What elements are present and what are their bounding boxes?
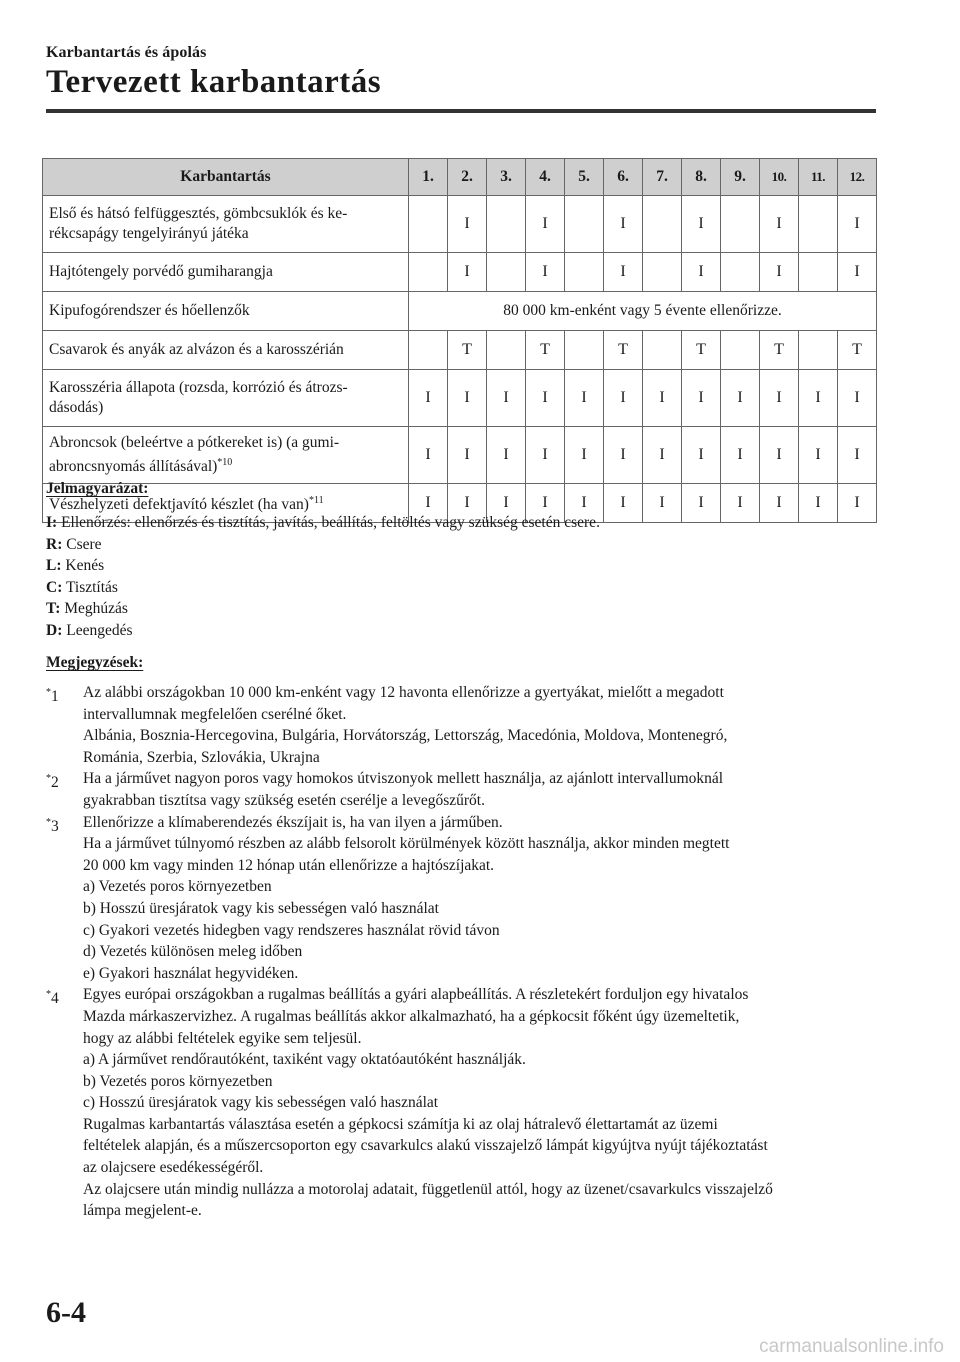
table-cell: T — [838, 331, 877, 370]
table-cell — [799, 331, 838, 370]
table-cell — [721, 331, 760, 370]
legend-item — [46, 534, 600, 556]
legend-item — [46, 512, 600, 534]
note-number: 3 — [51, 817, 59, 835]
note-marker — [46, 984, 83, 1222]
column-header-interval: 4. — [526, 159, 565, 196]
column-header-interval: 6. — [604, 159, 643, 196]
table-row — [43, 196, 877, 253]
table-header-row — [43, 159, 877, 196]
table-cell: I — [682, 427, 721, 484]
note-star: * — [46, 989, 51, 1001]
legend-text: Kenés — [65, 557, 105, 574]
legend-text: Csere — [66, 535, 102, 553]
row-item-label — [43, 253, 409, 292]
table-cell: I — [760, 196, 799, 253]
table-cell: I — [682, 484, 721, 523]
row-item-text-line1: Abroncsok (beleértve a pótkereket is) (a gumi- — [49, 433, 340, 451]
column-header-interval: 12. — [838, 159, 877, 196]
note-body — [83, 768, 723, 811]
table-cell — [565, 196, 604, 253]
column-header-interval: 1. — [409, 159, 448, 196]
title-rule — [46, 109, 876, 113]
legend-item — [46, 577, 600, 599]
row-item-text-line1: Csavarok és anyák az alvázon és a karosszérián — [49, 341, 344, 358]
legend-key: C: — [46, 578, 63, 596]
table-cell: I — [448, 427, 487, 484]
legend-text: Meghúzás — [64, 600, 128, 617]
maintenance-table — [42, 158, 877, 523]
table-cell — [487, 196, 526, 253]
table-cell: I — [643, 427, 682, 484]
table-cell: I — [448, 196, 487, 253]
note-number: 4 — [51, 990, 59, 1008]
row-span-cell: 80 000 km-enként vagy 5 évente ellenőrizze. — [409, 292, 877, 331]
table-cell: I — [760, 484, 799, 523]
table-cell: I — [682, 196, 721, 253]
table-cell — [409, 196, 448, 253]
table-row — [43, 427, 877, 484]
note-item — [46, 768, 886, 811]
note-marker — [46, 682, 83, 768]
table-row — [43, 253, 877, 292]
row-item-text-line1: Karosszéria állapota (rozsda, korrózió és átrozs- — [49, 379, 348, 396]
table-cell — [487, 253, 526, 292]
table-cell — [643, 331, 682, 370]
table-cell: I — [604, 484, 643, 523]
note-line: az olajcsere esedékességéről. — [83, 1159, 264, 1177]
section-label: Karbantartás és ápolás — [46, 44, 207, 61]
row-item-text-line2: dásodás) — [49, 399, 104, 416]
note-line: gyakrabban tisztítsa vagy szükség esetén cserélje a levegőszűrőt. — [83, 791, 485, 809]
table-cell: I — [487, 484, 526, 523]
table-cell: I — [838, 370, 877, 427]
table-cell: I — [838, 196, 877, 253]
legend-item — [46, 598, 600, 620]
table-cell — [409, 331, 448, 370]
legend-key: T: — [46, 600, 61, 617]
row-item-label — [43, 292, 409, 331]
note-marker — [46, 768, 83, 811]
legend-list — [46, 512, 600, 641]
note-star: * — [46, 773, 51, 785]
note-item — [46, 682, 886, 768]
table-row — [43, 292, 877, 331]
table-cell: I — [526, 427, 565, 484]
table-cell: I — [721, 484, 760, 523]
note-line: Mazda márkaszervizhez. A rugalmas beállítás akkor alkalmazható, ha a gépkocsit főként úgy üzemeltetik, — [83, 1007, 740, 1025]
table-cell — [643, 253, 682, 292]
note-line: d) Vezetés különösen meleg időben — [83, 943, 303, 961]
legend-key: L: — [46, 557, 62, 574]
table-cell: I — [526, 196, 565, 253]
table-cell — [721, 196, 760, 253]
table-cell: I — [682, 370, 721, 427]
legend-key: D: — [46, 621, 63, 639]
note-line: a) A járművet rendőrautóként, taxiként vagy oktatóautóként használják. — [83, 1051, 526, 1069]
table-cell: I — [565, 427, 604, 484]
column-header-interval: 3. — [487, 159, 526, 196]
table-row — [43, 370, 877, 427]
table-cell: I — [604, 427, 643, 484]
table-cell: I — [721, 370, 760, 427]
page-number: 6-4 — [46, 1296, 86, 1329]
note-line: Ha a járművet túlnyomó részben az alább felsorolt körülmények között használja, akkor minden megtett — [83, 835, 730, 853]
table-cell: I — [838, 427, 877, 484]
table-cell: I — [448, 484, 487, 523]
table-cell: I — [643, 370, 682, 427]
row-item-label — [43, 331, 409, 370]
table-cell — [721, 253, 760, 292]
note-star: * — [46, 687, 51, 698]
column-header-interval: 7. — [643, 159, 682, 196]
note-line: Egyes európai országokban a rugalmas beállítás a gyári alapbeállítás. A részletekért forduljon egy hivatalos — [83, 986, 749, 1004]
note-line: Ellenőrizze a klímaberendezés ékszíjait is, ha van ilyen a járműben. — [83, 813, 503, 831]
note-body — [83, 984, 773, 1222]
row-item-text-line2: rékcsapágy tengelyirányú játéka — [49, 225, 249, 242]
note-line: Albánia, Bosznia-Hercegovina, Bulgária, Horvátország, Lettország, Macedónia, Moldova, Montenegró, — [83, 727, 728, 745]
table-cell: I — [799, 370, 838, 427]
note-line: hogy az alábbi feltételek egyike sem teljesül. — [83, 1029, 362, 1047]
table-cell: T — [682, 331, 721, 370]
table-cell: I — [760, 253, 799, 292]
table-cell: I — [682, 253, 721, 292]
legend-text: Leengedés — [66, 621, 133, 639]
note-line: lámpa megjelent-e. — [83, 1202, 202, 1220]
note-marker — [46, 812, 83, 985]
table-cell: I — [721, 427, 760, 484]
legend-key: I: — [46, 514, 58, 531]
row-item-label — [43, 427, 409, 484]
table-cell: I — [604, 253, 643, 292]
table-cell: I — [409, 484, 448, 523]
watermark: carmanualsonline.info — [759, 1336, 944, 1357]
legend-item — [46, 555, 600, 577]
footnote-ref: *11 — [308, 494, 324, 506]
legend-text: Ellenőrzés: ellenőrzés és tisztítás, javítás, beállítás, feltöltés vagy szükség esetén csere. — [61, 514, 600, 531]
column-header-interval: 9. — [721, 159, 760, 196]
table-cell: I — [760, 427, 799, 484]
legend-item — [46, 620, 600, 642]
row-item-text-line2: abroncsnyomás állításával) — [49, 458, 218, 476]
note-line: Rugalmas karbantartás választása esetén a gépkocsi számítja ki az olaj hátralevő élettartamát az üzemi — [83, 1115, 718, 1133]
note-line: intervallumnak megfelelően cserélné őket. — [83, 705, 347, 723]
column-header-interval: 8. — [682, 159, 721, 196]
table-cell — [643, 196, 682, 253]
table-cell: T — [760, 331, 799, 370]
column-header-maintenance: Karbantartás — [43, 159, 409, 196]
table-cell: I — [526, 253, 565, 292]
table-cell: I — [487, 370, 526, 427]
table-cell: I — [838, 484, 877, 523]
column-header-interval: 2. — [448, 159, 487, 196]
legend-text: Tisztítás — [65, 578, 118, 596]
table-cell: I — [487, 427, 526, 484]
table-cell: I — [565, 484, 604, 523]
notes-heading: Megjegyzések: — [46, 654, 144, 671]
table-cell: I — [448, 370, 487, 427]
table-cell: I — [409, 427, 448, 484]
table-cell — [799, 253, 838, 292]
note-body — [83, 682, 727, 768]
note-item — [46, 984, 886, 1222]
table-cell: T — [448, 331, 487, 370]
footnote-ref: *10 — [217, 456, 233, 468]
row-item-text-line1: Kipufogórendszer és hőellenzők — [49, 302, 250, 319]
legend-key: R: — [46, 535, 63, 553]
row-item-text-line1: Első és hátsó felfüggesztés, gömbcsuklók és ke- — [49, 205, 348, 222]
legend-heading: Jelmagyarázat: — [46, 480, 149, 497]
page-title: Tervezett karbantartás — [46, 64, 382, 100]
note-line: b) Hosszú üresjáratok vagy kis sebességen való használat — [83, 899, 439, 917]
table-cell: I — [838, 253, 877, 292]
row-item-text-line1: Vészhelyzeti defektjavító készlet (ha van) — [49, 496, 309, 514]
note-line: a) Vezetés poros környezetben — [83, 878, 272, 896]
note-line: Ha a járművet nagyon poros vagy homokos útviszonyok mellett használja, az ajánlott intervallumoknál — [83, 770, 724, 788]
note-star: * — [46, 816, 51, 828]
table-cell: I — [643, 484, 682, 523]
table-cell: I — [799, 484, 838, 523]
table-cell: I — [409, 370, 448, 427]
table-cell: I — [760, 370, 799, 427]
table-cell — [565, 331, 604, 370]
table-cell: I — [604, 370, 643, 427]
row-item-text-line1: Hajtótengely porvédő gumiharangja — [49, 263, 273, 280]
column-header-interval: 11. — [799, 159, 838, 196]
note-line: c) Hosszú üresjáratok vagy kis sebességen való használat — [83, 1094, 439, 1112]
table-cell: I — [799, 427, 838, 484]
table-cell — [565, 253, 604, 292]
table-cell: I — [526, 370, 565, 427]
table-cell: T — [526, 331, 565, 370]
table-cell: I — [604, 196, 643, 253]
table-cell: T — [604, 331, 643, 370]
note-number: 2 — [51, 774, 59, 792]
note-line: 20 000 km vagy minden 12 hónap után ellenőrizze a hajtószíjakat. — [83, 856, 495, 874]
row-item-label — [43, 196, 409, 253]
table-cell: I — [565, 370, 604, 427]
note-line: e) Gyakori használat hegyvidéken. — [83, 964, 299, 982]
column-header-interval: 10. — [760, 159, 799, 196]
table-cell — [799, 196, 838, 253]
table-row — [43, 331, 877, 370]
note-number: 1 — [51, 688, 59, 706]
column-header-interval: 5. — [565, 159, 604, 196]
table-cell — [409, 253, 448, 292]
note-line: Románia, Szerbia, Szlovákia, Ukrajna — [83, 748, 320, 766]
note-line: feltételek alapján, és a műszercsoporton egy csavarkulcs alakú visszajelző lámpát kigyújtva nyújt tájékoztatást — [83, 1137, 768, 1155]
table-cell: I — [526, 484, 565, 523]
note-line: Az olajcsere után mindig nullázza a motorolaj adatait, függetlenül attól, hogy az üzenet/csavarkulcs visszajelző — [83, 1180, 773, 1198]
table-cell: I — [448, 253, 487, 292]
note-body — [83, 812, 729, 985]
note-line: b) Vezetés poros környezetben — [83, 1072, 273, 1090]
row-item-label — [43, 370, 409, 427]
table-cell — [487, 331, 526, 370]
note-item — [46, 812, 886, 985]
note-line: Az alábbi országokban 10 000 km-enként vagy 12 havonta ellenőrizze a gyertyákat, mielőtt a megadott — [83, 684, 724, 701]
note-line: c) Gyakori vezetés hidegben vagy rendszeres használat rövid távon — [83, 921, 500, 939]
notes-list — [46, 682, 886, 1222]
